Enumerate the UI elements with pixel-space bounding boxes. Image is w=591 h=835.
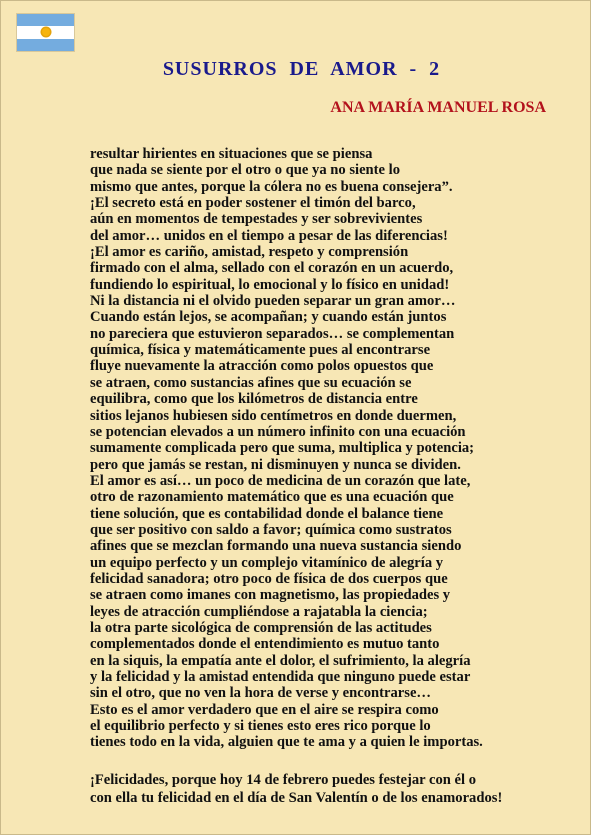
author-name: ANA MARÍA MANUEL ROSA: [330, 99, 546, 116]
text-line: sumamente complicada pero que suma, multiplica y potencia;: [90, 440, 475, 457]
text-line: Esto es el amor verdadero que en el aire se respira como: [90, 701, 439, 718]
text-line: no pareciera que estuvieron separados… se complementan: [90, 325, 455, 342]
text-line: firmado con el alma, sellado con el corazón en un acuerdo,: [90, 260, 454, 277]
text-line: ¡El amor es cariño, amistad, respeto y comprensión: [90, 244, 409, 261]
page-title: SUSURROS DE AMOR - 2: [162, 58, 441, 80]
text-line: felicidad sanadora; otro poco de física de dos cuerpos que: [90, 570, 448, 587]
text-line: mismo que antes, porque la cólera no es buena consejera”.: [90, 178, 453, 195]
text-line: fluye nuevamente la atracción como polos opuestos que: [90, 358, 434, 375]
text-line: sin el otro, que no ven la hora de verse y encontrarse…: [90, 685, 432, 702]
text-line: leyes de atracción cumpliéndose a rajatabla la ciencia;: [90, 603, 428, 620]
text-line: afines que se mezclan formando una nueva sustancia siendo: [90, 538, 462, 555]
text-line: se atraen, como sustancias afines que su ecuación se: [90, 374, 412, 391]
text-line: tienes todo en la vida, alguien que te ama y a quien le importas.: [90, 734, 483, 751]
text-line: que nada se siente por el otro o que ya no siente lo: [90, 162, 400, 179]
text-line: Ni la distancia ni el olvido pueden separar un gran amor…: [90, 293, 456, 310]
text-line: la otra parte sicológica de comprensión de las actitudes: [90, 619, 432, 636]
text-line: y la felicidad y la amistad entendida que ninguno puede estar: [90, 669, 471, 685]
text-line: en la siquis, la empatía ante el dolor, el sufrimiento, la alegría: [90, 652, 471, 669]
text-line: sitios lejanos hubiesen sido centímetros en donde duermen,: [90, 407, 457, 424]
text-line: se potencian elevados a un número infinito con una ecuación: [90, 423, 466, 440]
flag-stripe-top: [17, 14, 74, 26]
text-line: fundiendo lo espiritual, lo emocional y lo físico en unidad!: [90, 276, 450, 293]
text-line: otro de razonamiento matemático que es una ecuación que: [90, 489, 454, 506]
text-line: con ella tu felicidad en el día de San Valentín o de los enamorados!: [90, 790, 503, 806]
flag-stripe-middle: [17, 26, 74, 38]
text-line: ¡Felicidades, porque hoy 14 de febrero puedes festejar con él o: [90, 772, 477, 788]
text-line: pero que jamás se restan, ni disminuyen y nunca se dividen.: [90, 456, 461, 473]
text-line: tiene solución, que es contabilidad donde el balance tiene: [90, 505, 444, 522]
text-line: aún en momentos de tempestades y ser sobrevivientes: [90, 211, 423, 228]
text-line: ¡El secreto está en poder sostener el timón del barco,: [90, 195, 416, 212]
text-line: El amor es así… un poco de medicina de un corazón que late,: [90, 472, 471, 489]
text-line: el equilibrio perfecto y si tienes esto eres rico porque lo: [90, 718, 431, 735]
argentina-flag-icon: [17, 14, 74, 51]
text-line: resultar hirientes en situaciones que se piensa: [90, 146, 373, 162]
text-line: se atraen como imanes con magnetismo, las propiedades y: [90, 587, 451, 604]
text-line: equilibra, como que los kilómetros de distancia entre: [90, 391, 418, 408]
text-line: del amor… unidos en el tiempo a pesar de las diferencias!: [90, 227, 448, 244]
closing-paragraph: [90, 771, 570, 807]
text-line: Cuando están lejos, se acompañan; y cuando están juntos: [90, 309, 447, 326]
text-line: un equipo perfecto y un complejo vitamínico de alegría y: [90, 554, 444, 571]
text-line: que ser positivo con saldo a favor; química como sustratos: [90, 521, 452, 538]
sun-of-may-icon: [42, 28, 50, 36]
text-line: química, física y matemáticamente pues al encontrarse: [90, 342, 431, 359]
text-line: complementados donde el entendimiento es mutuo tanto: [90, 636, 440, 653]
poem-body: [90, 146, 560, 751]
flag-stripe-bottom: [17, 39, 74, 51]
